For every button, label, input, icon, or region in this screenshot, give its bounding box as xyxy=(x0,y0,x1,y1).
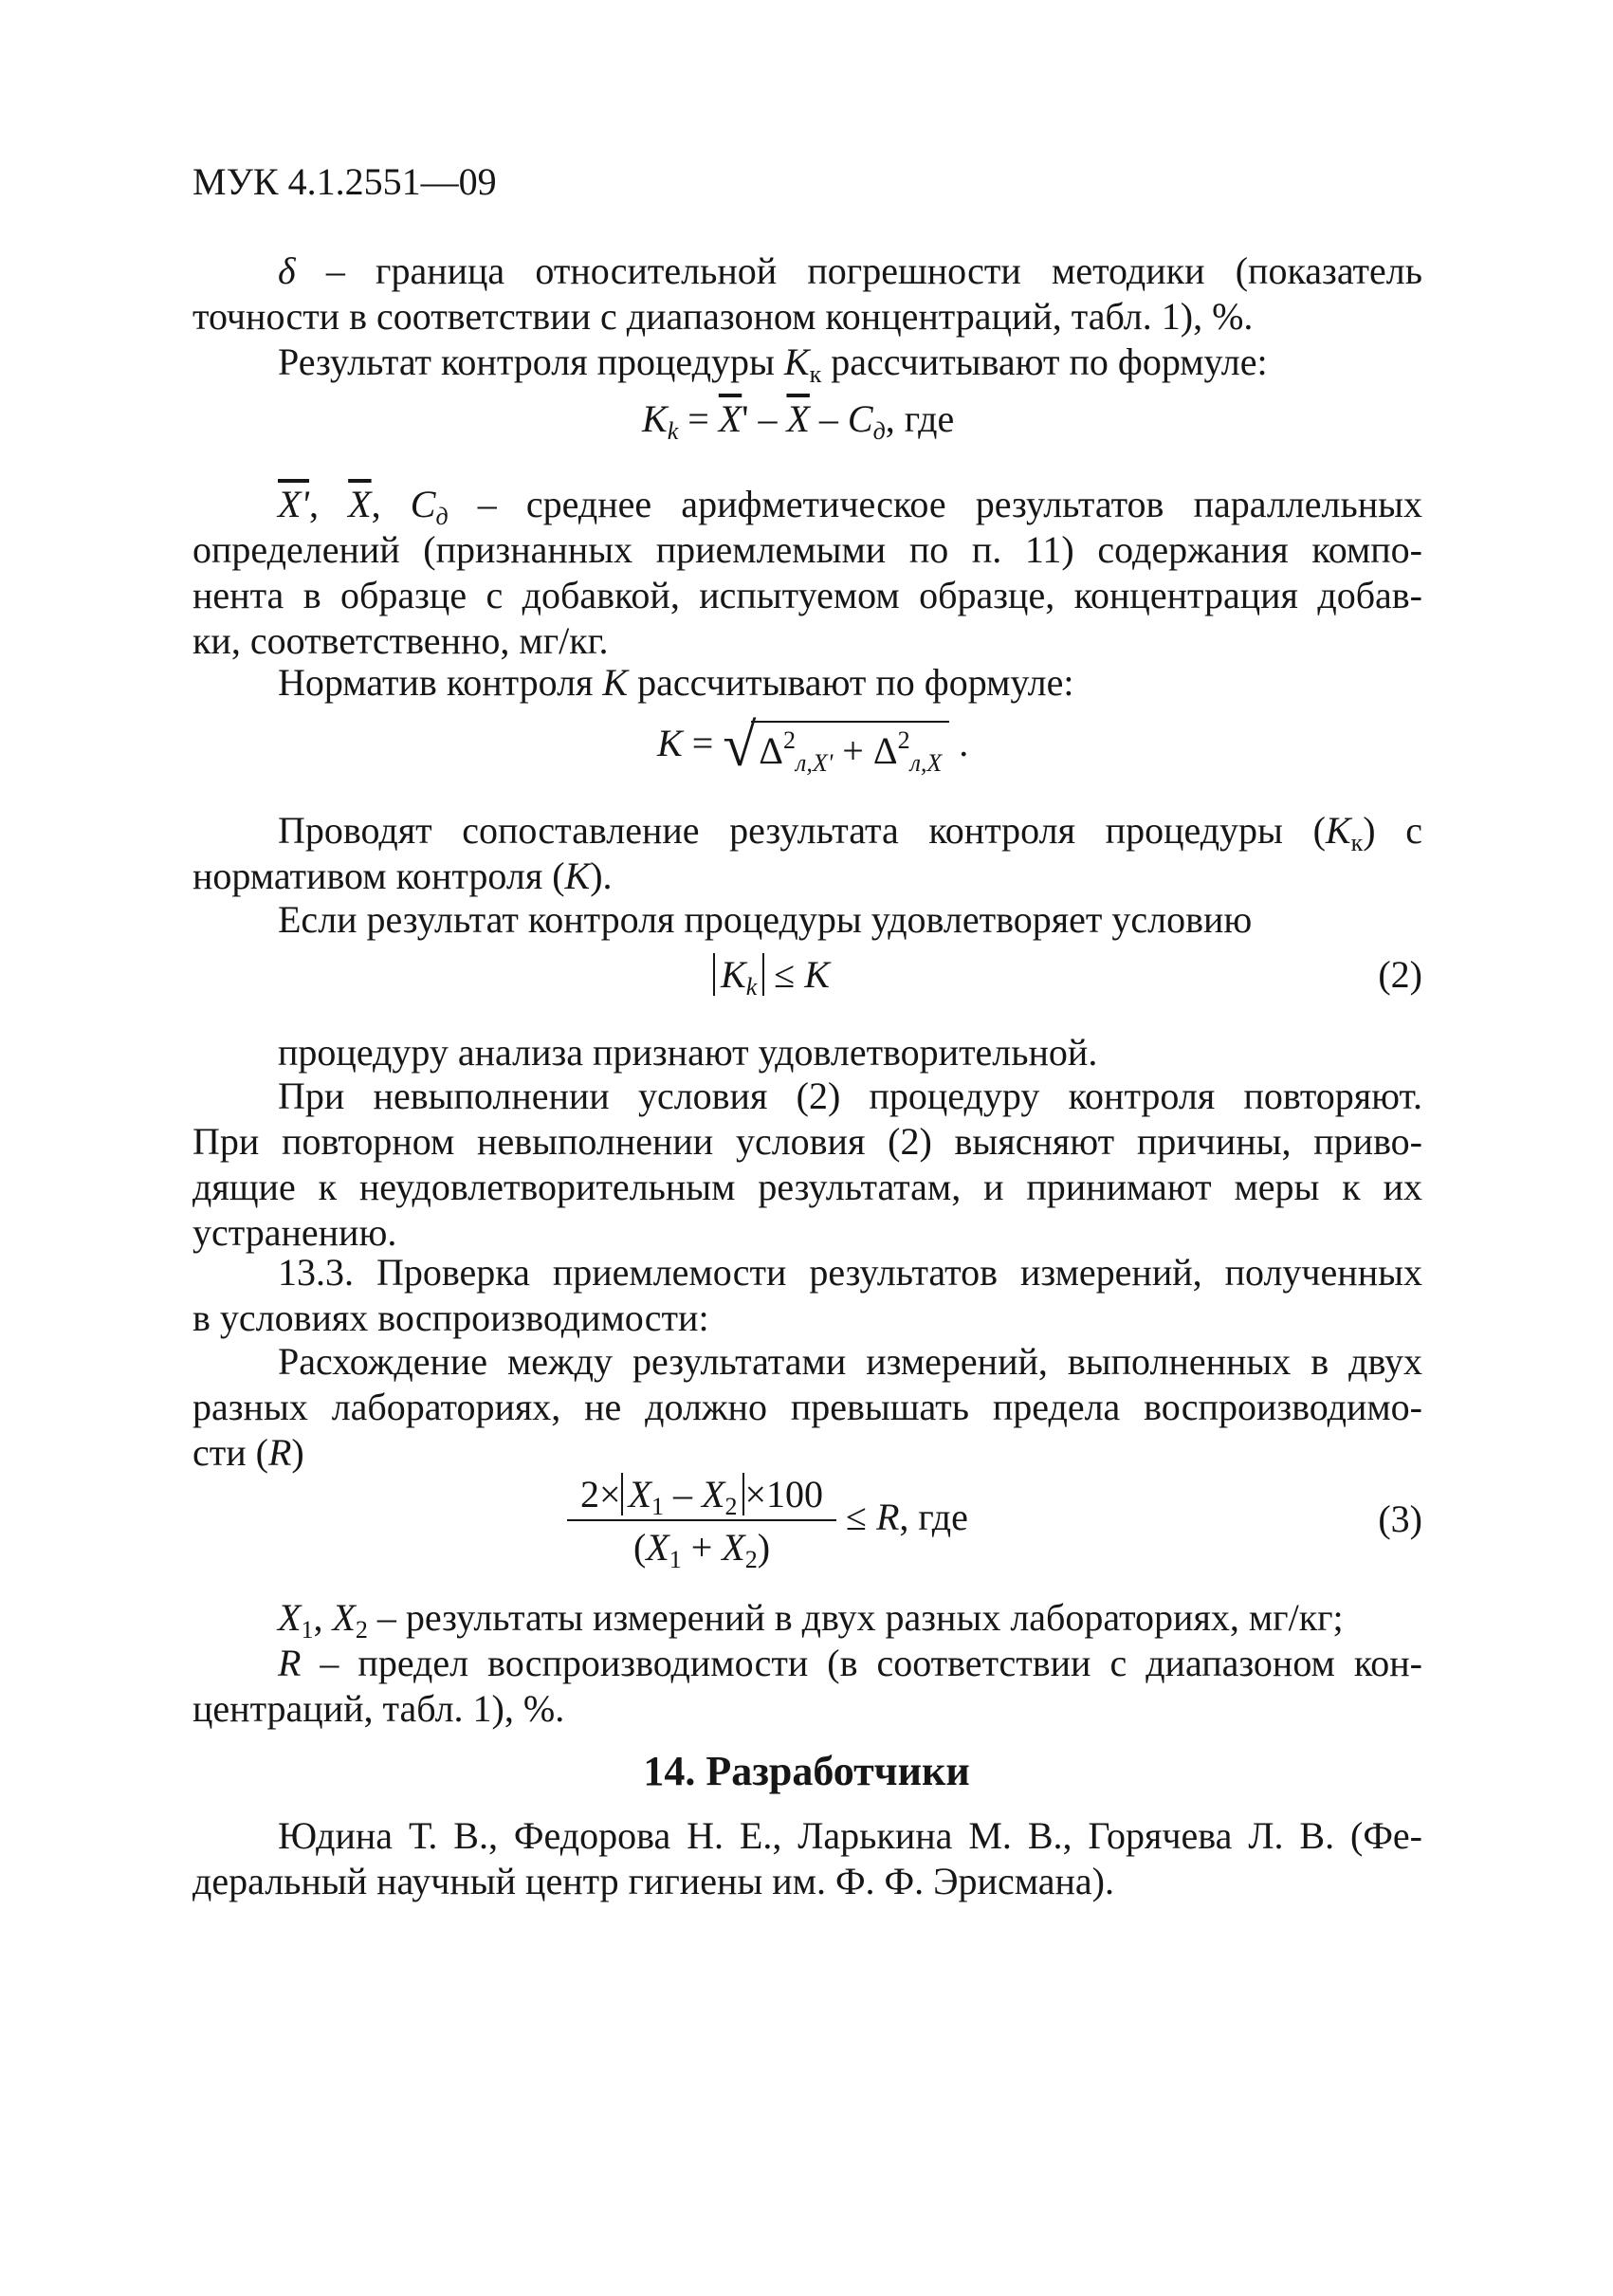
kk-minus-1: – xyxy=(748,397,787,440)
r-minus: – xyxy=(664,1473,702,1515)
cond-leq: ≤ xyxy=(764,953,805,996)
kk-eq: = xyxy=(678,397,719,440)
kk-paragraph xyxy=(192,340,1422,388)
r-x2: X xyxy=(702,1473,725,1515)
delta-1: Δ xyxy=(759,729,783,772)
div-line-2: разных лабораториях, не должно превышать предела воспроизводимо- xyxy=(192,1386,1422,1428)
r-definition xyxy=(192,1641,1422,1732)
comp-k: K xyxy=(564,854,591,897)
r-symbol: R xyxy=(875,1496,900,1539)
xdef-x2: X xyxy=(332,1596,356,1639)
r-x1: X xyxy=(628,1473,651,1515)
def-line-3: нента в образце с добавкой, испытуемом образце, концентрация добав- xyxy=(192,574,1422,616)
s133-line-2: в условиях воспроизводимости: xyxy=(192,1296,709,1339)
rdef-r: R xyxy=(278,1642,302,1684)
kk-symbol: K xyxy=(783,340,810,383)
norm-symbol: K xyxy=(602,661,629,704)
k-formula xyxy=(657,711,969,779)
x-definitions xyxy=(192,1595,1422,1644)
cond-kk-sub: k xyxy=(745,973,758,1001)
norm-paragraph xyxy=(192,660,1422,706)
s133-line-1: 13.3. Проверка приемлемости результатов измерений, полученных xyxy=(278,1251,1422,1294)
k-plus: + xyxy=(833,729,873,772)
delta-symbol: δ xyxy=(278,249,296,292)
delta-1-sup: 2 xyxy=(782,726,796,754)
comp-line-1-end: ) с xyxy=(1363,809,1422,852)
fail-line-3: дящие к неудовлетворительным результатам, и принимают меры к их xyxy=(192,1166,1422,1208)
kk-text-post: рассчитывают по формуле: xyxy=(821,340,1268,383)
xdef-x2-sub: 2 xyxy=(355,1616,368,1644)
r-x2-sub: 2 xyxy=(724,1493,738,1520)
kk-text-pre: Результат контроля процедуры xyxy=(278,340,784,383)
delta-line-1: – граница относительной погрешности методики (показатель xyxy=(295,249,1422,292)
r-den-x2: X xyxy=(722,1526,745,1569)
sqrt-sign: √ $\Delta^2_{л,X'} + \Delta^2_{л,X}$ xyxy=(723,721,949,774)
delta-2-sub: л,X xyxy=(909,749,943,777)
kk-subscript: к xyxy=(809,360,822,388)
def-xbar: $\overline{X}$ xyxy=(348,483,372,525)
equation-number-3: (3) xyxy=(1378,1497,1422,1540)
reproducibility-formula xyxy=(567,1472,968,1573)
xdef-text: – результаты измерений в двух разных лабораториях, мг/кг; xyxy=(367,1596,1344,1639)
cond-k: K xyxy=(804,953,830,996)
r-num-a: 2× xyxy=(580,1473,621,1515)
kk-xbar: $\overline{X}$ xyxy=(786,397,810,440)
div-line-3b: ) xyxy=(291,1431,304,1474)
kk-minus-2: – xyxy=(809,397,848,440)
rdef-line-1: – предел воспроизводимости (в соответствии с диапазоном кон- xyxy=(301,1642,1422,1684)
rdef-line-2: центраций, табл. 1), %. xyxy=(192,1687,565,1730)
r-den-x1-sub: 1 xyxy=(669,1546,682,1573)
def-xbar-prime: X' xyxy=(278,483,309,525)
comparison-paragraph xyxy=(192,808,1422,899)
div-line-1: Расхождение между результатами измерений, выполненных в двух xyxy=(278,1340,1422,1383)
kk-lhs-sub: k xyxy=(667,417,679,445)
kk-tail: , где xyxy=(885,397,955,440)
developers-paragraph xyxy=(192,1813,1422,1904)
divergence-paragraph xyxy=(192,1339,1422,1476)
def-line-4: ки, соответственно, мг/кг. xyxy=(192,619,609,662)
kk-prime: ' xyxy=(742,397,749,440)
r-num-b: ×100 xyxy=(744,1473,823,1515)
def-sep-1: , xyxy=(309,483,349,525)
kk-xbar-prime: $\overline{X}$ xyxy=(718,397,742,440)
kk-c: C xyxy=(847,397,873,440)
comp-line-1: Проводят сопоставление результата контроля процедуры ( xyxy=(278,809,1326,852)
fail-line-2: При повторном невыполнении условия (2) выясняют причины, приво- xyxy=(192,1120,1422,1163)
def-line-1: – среднее арифметическое результатов параллельных xyxy=(448,483,1422,525)
xdef-x1: X xyxy=(278,1596,302,1639)
delta-2: Δ xyxy=(872,729,898,772)
reproducibility-fraction xyxy=(567,1472,836,1573)
accept-paragraph xyxy=(192,1030,1422,1075)
div-r: R xyxy=(267,1431,292,1474)
r-den-x1: X xyxy=(646,1526,669,1569)
k-tail: . xyxy=(949,722,969,765)
k-eq: = xyxy=(682,722,724,765)
def-c-sub: д xyxy=(435,503,449,530)
section-13-3 xyxy=(192,1250,1422,1341)
r-den-open: ( xyxy=(632,1526,647,1569)
kk-lhs: K xyxy=(642,397,668,440)
accept-text: процедуру анализа признают удовлетворительной. xyxy=(278,1031,1098,1074)
r-x1-sub: 1 xyxy=(651,1493,664,1520)
r-den-plus: + xyxy=(681,1526,723,1569)
comp-kk: K xyxy=(1325,809,1351,852)
norm-text-post: рассчитывают по формуле: xyxy=(628,661,1074,704)
r-leq: ≤ xyxy=(836,1496,876,1539)
dev-line-1: Юдина Т. В., Федорова Н. Е., Ларькина М. В., Горячева Л. В. (Фе- xyxy=(278,1814,1422,1857)
comp-line-2b: ). xyxy=(590,854,613,897)
condition-text: Если результат контроля процедуры удовлетворяет условию xyxy=(278,898,1253,941)
fail-line-1: При невыполнении условия (2) процедуру контроля повторяют. xyxy=(278,1075,1422,1117)
def-c: C xyxy=(410,483,436,525)
dev-line-2: деральный научный центр гигиены им. Ф. Ф. Эрисмана). xyxy=(192,1860,1114,1902)
delta-paragraph xyxy=(192,248,1422,340)
failure-paragraph xyxy=(192,1074,1422,1256)
def-line-2: определений (признанных приемлемыми по п. 11) содержания компо- xyxy=(192,528,1422,571)
delta-1-sub: л,X' xyxy=(795,749,834,777)
k-lhs: K xyxy=(657,722,683,765)
fail-line-4: устранению. xyxy=(192,1211,397,1254)
condition-formula xyxy=(713,952,830,1001)
page-header: МУК 4.1.2551—09 xyxy=(192,160,497,203)
xdef-sep: , xyxy=(313,1596,333,1639)
xdef-x1-sub: 1 xyxy=(301,1616,314,1644)
kk-formula xyxy=(642,396,955,445)
condition-intro xyxy=(192,897,1422,943)
r-den-x2-sub: 2 xyxy=(744,1546,758,1573)
r-tail: , где xyxy=(899,1496,968,1539)
cond-kk: K xyxy=(721,953,746,996)
delta-line-2: точности в соответствии с диапазоном концентраций, табл. 1), %. xyxy=(192,295,1254,338)
def-sep-2: , xyxy=(371,483,411,525)
kk-c-sub: д xyxy=(872,417,886,445)
norm-text-pre: Норматив контроля xyxy=(278,661,603,704)
comp-line-2a: нормативом контроля ( xyxy=(192,854,565,897)
definitions-paragraph xyxy=(192,482,1422,664)
equation-number-2: (2) xyxy=(1378,953,1422,996)
div-line-3a: сти ( xyxy=(192,1431,268,1474)
section-title: 14. Разработчики xyxy=(643,1748,970,1794)
comp-kk-sub: к xyxy=(1350,829,1364,856)
r-den-close: ) xyxy=(757,1526,771,1569)
delta-2-sup: 2 xyxy=(897,726,910,754)
